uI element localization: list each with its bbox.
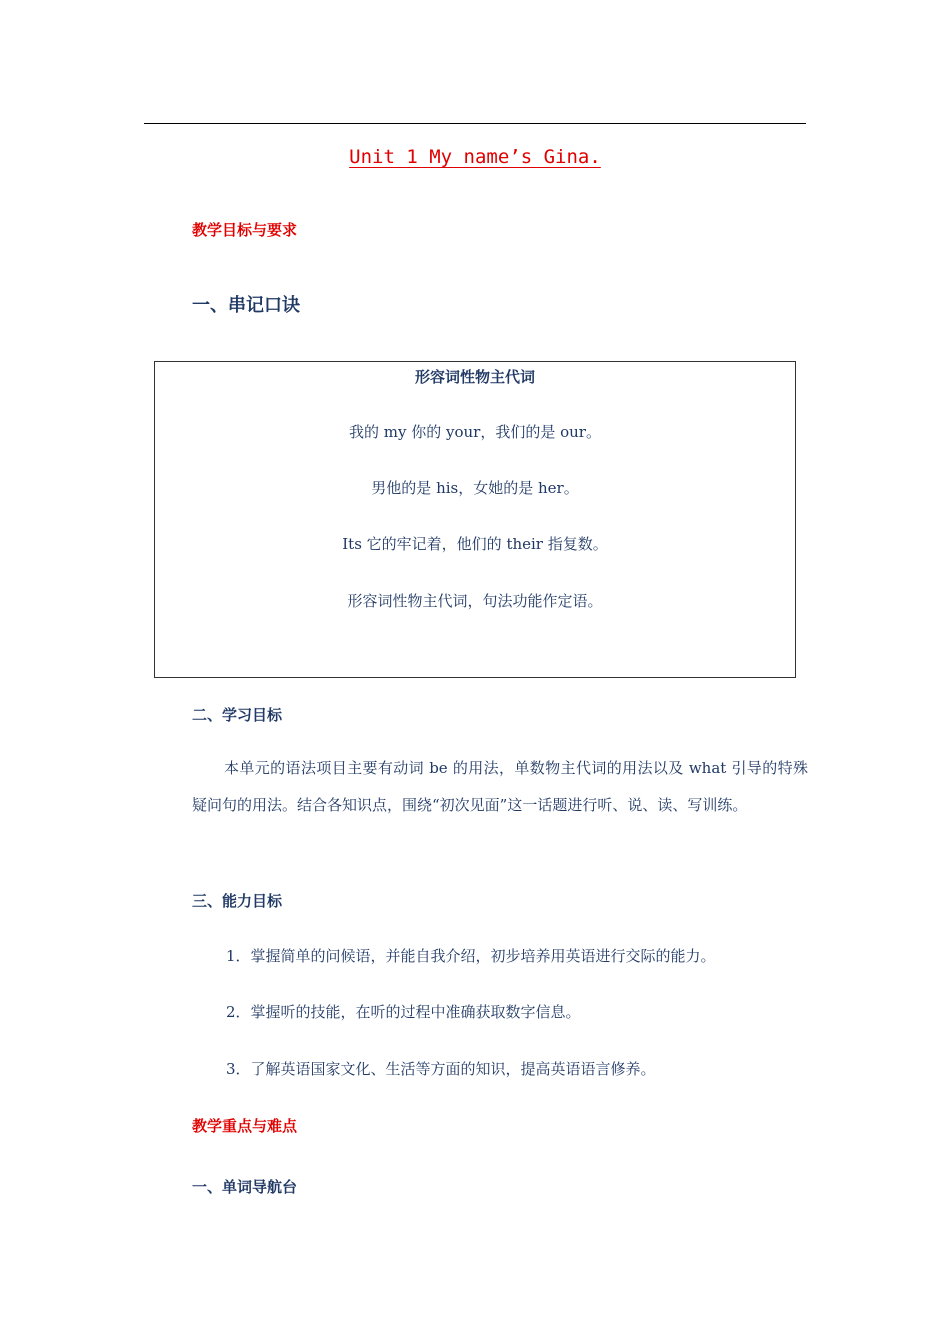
section-goals-heading: 教学目标与要求 [192, 221, 298, 239]
unit-title: Unit 1 My name’s Gina. [349, 146, 601, 168]
ability-goal-item: 2．掌握听的技能，在听的过程中准确获取数字信息。 [226, 1003, 581, 1021]
learning-goals-paragraph: 本单元的语法项目主要有动词 be 的用法，单数物主代词的用法以及 what 引导的特殊疑问句的用法。结合各知识点，围绕“初次见面”这一话题进行听、说、读、写训练。 [192, 759, 808, 814]
mnemonic-line: 男他的是 his，女她的是 her。 [371, 479, 579, 497]
vocab-heading: 一、单词导航台 [192, 1178, 298, 1196]
mnemonic-line: 形容词性物主代词，句法功能作定语。 [347, 592, 603, 610]
mnemonic-box-title: 形容词性物主代词 [414, 368, 535, 386]
mnemonic-line: 我的 my 你的 your，我们的是 our。 [349, 423, 601, 441]
mnemonic-line: Its 它的牢记着，他们的 their 指复数。 [342, 535, 608, 553]
ability-goals-heading: 三、能力目标 [192, 892, 283, 910]
ability-goal-item: 1．掌握简单的问候语，并能自我介绍，初步培养用英语进行交际的能力。 [226, 947, 716, 965]
learning-goals-heading: 二、学习目标 [192, 706, 283, 724]
section-key-points-heading: 教学重点与难点 [192, 1117, 298, 1135]
mnemonic-heading: 一、串记口诀 [192, 295, 300, 316]
mnemonic-box [154, 361, 796, 678]
ability-goal-item: 3．了解英语国家文化、生活等方面的知识，提高英语语言修养。 [226, 1060, 656, 1078]
header-rule [144, 123, 806, 124]
